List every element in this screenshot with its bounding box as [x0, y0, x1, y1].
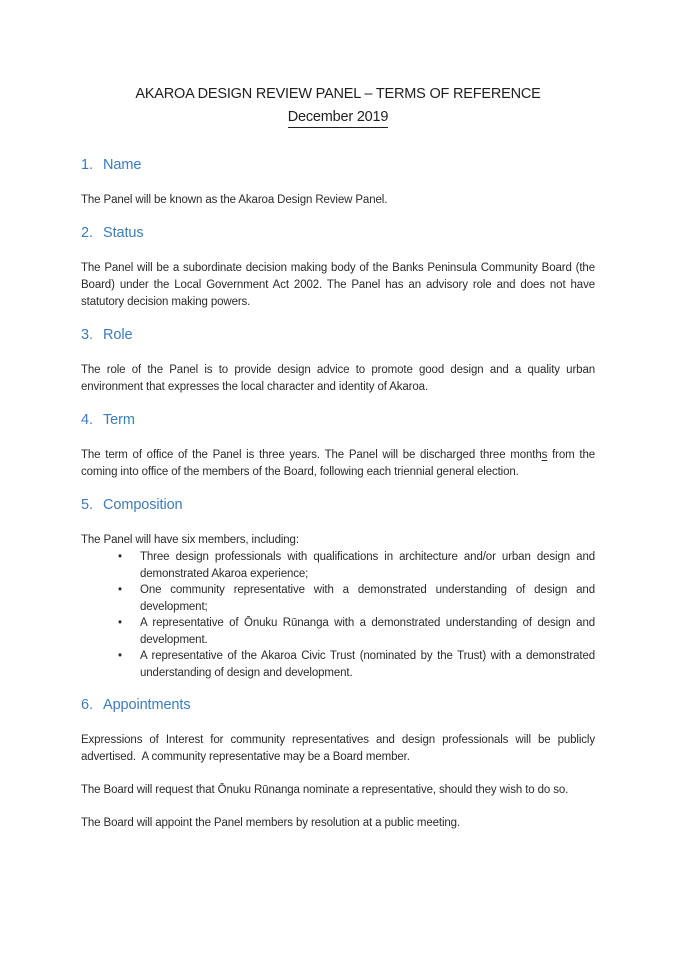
- list-item-text: A representative of the Akaroa Civic Trust (nominated by the Trust) with a demonstrated understanding of design and development.: [140, 650, 595, 679]
- paragraph: The Board will request that Ōnuku Rūnanga nominate a representative, should they wish to do so.: [81, 784, 569, 796]
- paragraph: The Panel will be known as the Akaroa Design Review Panel.: [81, 194, 388, 206]
- list-item-text: Three design professionals with qualifications in architecture and/or urban design and demonstrated Akaroa experience;: [140, 551, 595, 580]
- bullet-icon: •: [118, 650, 122, 662]
- section-heading-term: [81, 412, 595, 429]
- section-number: 1.: [81, 157, 93, 173]
- paragraph-text: from the coming into office of the members of the Board, following each triennial general election.: [81, 449, 595, 478]
- list-item: [81, 615, 595, 648]
- section-number: 2.: [81, 225, 93, 241]
- section-heading-appointments: [81, 697, 595, 714]
- document-date: December 2019: [288, 108, 389, 128]
- composition-bullet-list: [81, 549, 595, 681]
- list-item-text: One community representative with a demonstrated understanding of design and development;: [140, 584, 595, 613]
- list-lead-paragraph: The Panel will have six members, including:: [81, 534, 299, 546]
- paragraph: Expressions of Interest for community representatives and design professionals will be publicly advertised. A community representative may be a Board member.: [81, 734, 595, 763]
- list-item-text: A representative of Ōnuku Rūnanga with a demonstrated understanding of design and development.: [140, 617, 595, 646]
- document-title: AKAROA DESIGN REVIEW PANEL – TERMS OF REFERENCE: [135, 86, 541, 102]
- paragraph-text: The term of office of the Panel is three years. The Panel will be discharged three month: [81, 449, 542, 461]
- document-title-block: [81, 83, 595, 129]
- section-title: Name: [103, 157, 142, 173]
- list-item: [81, 549, 595, 582]
- paragraph: [81, 447, 595, 481]
- bullet-icon: •: [118, 617, 122, 629]
- section-heading-status: [81, 225, 595, 242]
- section-title: Term: [103, 412, 135, 428]
- underlined-letter: s: [541, 449, 548, 461]
- list-item: [81, 582, 595, 615]
- section-number: 4.: [81, 412, 93, 428]
- section-title: Appointments: [103, 697, 191, 713]
- section-title: Composition: [103, 497, 183, 513]
- section-number: 6.: [81, 697, 93, 713]
- section-title: Role: [103, 327, 133, 343]
- section-heading-role: [81, 327, 595, 344]
- bullet-icon: •: [118, 551, 122, 563]
- section-number: 5.: [81, 497, 93, 513]
- section-number: 3.: [81, 327, 93, 343]
- list-item: [81, 648, 595, 681]
- section-title: Status: [103, 225, 144, 241]
- document-date-line: [81, 106, 595, 129]
- paragraph: The role of the Panel is to provide design advice to promote good design and a quality urban environment that expresses the local character and identity of Akaroa.: [81, 364, 595, 393]
- section-heading-name: [81, 157, 595, 174]
- paragraph: The Board will appoint the Panel members by resolution at a public meeting.: [81, 817, 461, 829]
- section-heading-composition: [81, 497, 595, 514]
- bullet-icon: •: [118, 584, 122, 596]
- paragraph: The Panel will be a subordinate decision making body of the Banks Peninsula Community Board (the Board) under the Local Government Act 2002. The Panel has an advisory role and does not have statutory decision making powers.: [81, 262, 595, 308]
